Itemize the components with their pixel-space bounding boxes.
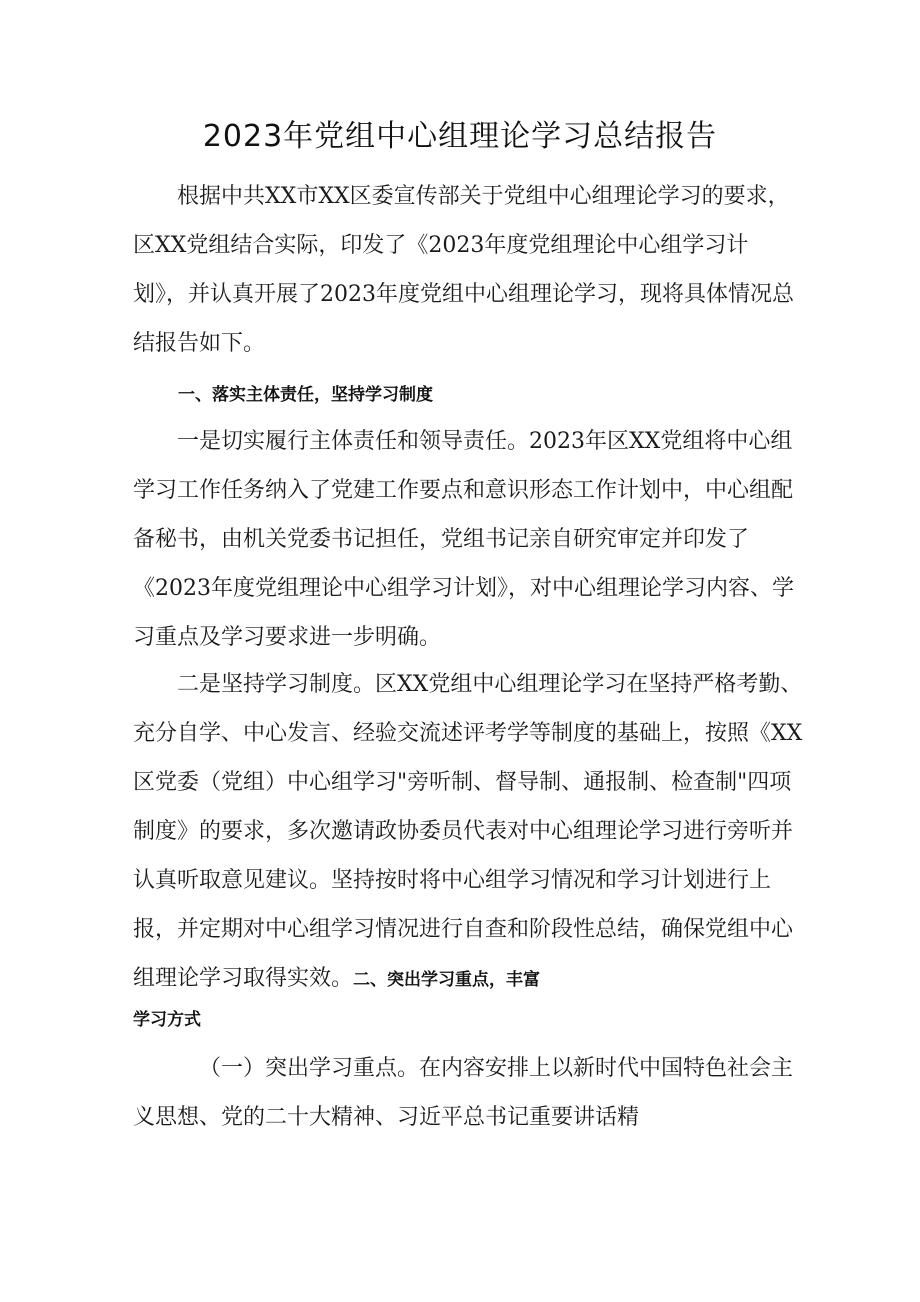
section-2-heading-end: 学习方式 [133,1010,201,1030]
section-1-heading: 一、落实主体责任，坚持学习制度 [178,385,433,405]
section-1-paragraph-2-text: 二是坚持学习制度。区XX党组中心组理论学习在坚持严格考勤、充分自学、中心发言、经验交流述评考学等制度的基础上，按照《XX区党委（党组）中心组学习"旁听制、督导制、通报制、检查制"四项制度》的要求，多次邀请政协委员代表对中心组理论学习进行旁听并认真听取意见建议。坚持按时将中心组学习情况和学习计划进行上报，并定期对中心组学习情况进行自查和阶段性总结，确保党组中心组理论学习取得实效。 [133,672,803,991]
section-2-paragraph-1: （一）突出学习重点。在内容安排上以新时代中国特色社会主义思想、党的二十大精神、习近平总书记重要讲话精 [133,1056,794,1130]
section-2-heading-start: 二、突出学习重点，丰富 [353,970,541,990]
section-1-paragraph-1: 一是切实履行主体责任和领导责任。2023年区XX党组将中心组学习工作任务纳入了党建工作要点和意识形态工作计划中，中心组配备秘书，由机关党委书记担任，党组书记亲自研究审定并印发了《2023年度党组理论中心组学习计划》，对中心组理论学习内容、学习重点及学习要求进一步明确。 [133,429,794,650]
document-title: 2023年党组中心组理论学习总结报告 [202,119,718,154]
intro-paragraph: 根据中共XX市XX区委宣传部关于党组中心组理论学习的要求，区XX党组结合实际，印发了《2023年度党组理论中心组学习计划》，并认真开展了2023年度党组中心组理论学习，现将具体情况总结报告如下。 [133,184,794,356]
section-1-paragraph-2 [133,660,813,1005]
